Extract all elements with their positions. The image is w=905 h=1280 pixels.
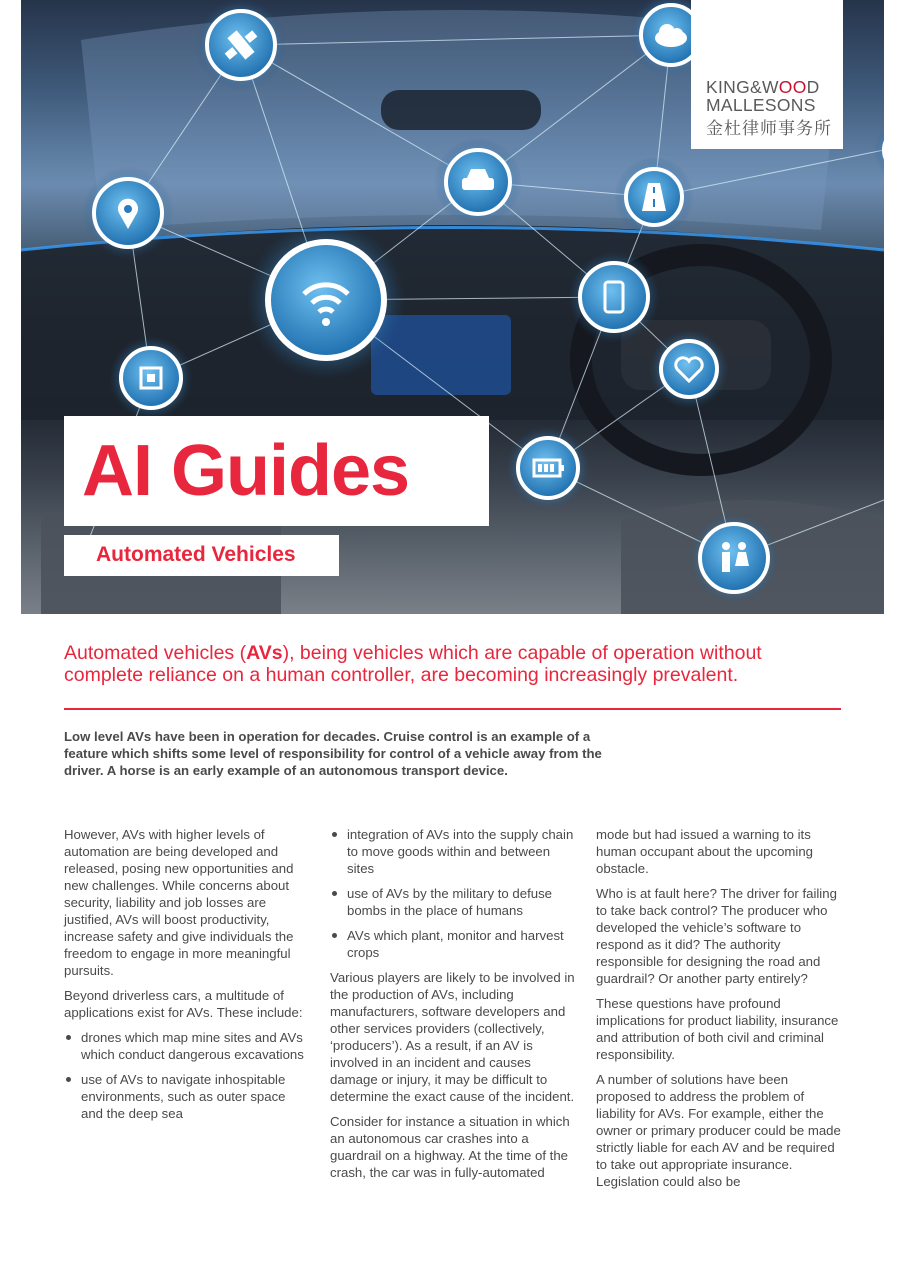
column-3 bbox=[596, 826, 846, 1198]
list-item: use of AVs to navigate inhospitable environments, such as outer space and the deep sea bbox=[64, 1071, 304, 1122]
satellite-icon bbox=[195, 0, 287, 91]
body-paragraph: Who is at fault here? The driver for failing to take back control? The producer who developed the vehicle’s software to respond as it did? The authority responsible for designing the road and guardrail? Or another party entirely? bbox=[596, 886, 837, 986]
logo-line-1: KING&WOOD bbox=[706, 77, 820, 97]
divider bbox=[64, 708, 841, 710]
body-paragraph: Consider for instance a situation in which an autonomous car crashes into a guardrail on a highway. At the time of the crash, the car was in fully-automated bbox=[330, 1114, 570, 1180]
list-item: integration of AVs into the supply chain to move goods within and between sites bbox=[330, 826, 578, 877]
location-pin-icon bbox=[82, 167, 174, 259]
list-item: AVs which plant, monitor and harvest crops bbox=[330, 927, 578, 961]
wifi-icon bbox=[246, 220, 406, 380]
page-title: AI Guides bbox=[82, 431, 410, 511]
road-icon bbox=[614, 157, 694, 237]
heart-monitor-icon bbox=[649, 329, 729, 409]
battery-icon bbox=[506, 426, 590, 510]
column-2 bbox=[330, 826, 578, 1189]
body-paragraph: However, AVs with higher levels of automation are being developed and released, posing new opportunities and new challenges. While concerns about security, liability and job losses are justified, AVs will boost productivity, increase safety and give individuals the freedom to engage in more meaningful pursuits. bbox=[64, 827, 294, 978]
body-paragraph: mode but had issued a warning to its human occupant about the upcoming obstacle. bbox=[596, 827, 814, 876]
body-paragraph: These questions have profound implications for product liability, insurance and attribution of both civil and criminal responsibility. bbox=[596, 996, 839, 1062]
body-paragraph: Various players are likely to be involved in the production of AVs, including manufacturers, software developers and other services providers (collectively, ‘producers’). As a result, if an AV is involved in an incident and causes damage or injury, it may be difficult to determine the exact cause of the incident. bbox=[330, 970, 575, 1104]
rear-mirror bbox=[381, 90, 541, 130]
logo-chinese: 金杜律师事务所 bbox=[706, 119, 832, 139]
bullet-list bbox=[330, 826, 578, 961]
partial-icon-right bbox=[874, 118, 884, 182]
column-1 bbox=[64, 826, 304, 1130]
title-box bbox=[64, 416, 489, 526]
list-item: use of AVs by the military to defuse bombs in the place of humans bbox=[330, 885, 578, 919]
body-paragraph: A number of solutions have been proposed to address the problem of liability for AVs. For example, either the owner or primary producer could be made strictly liable for each AV and be required to take out appropriate insurance. Legislation could also be bbox=[596, 1072, 841, 1189]
car-icon bbox=[434, 138, 522, 226]
logo-line-2: MALLESONS bbox=[706, 95, 816, 115]
company-logo bbox=[691, 0, 843, 149]
page-subtitle: Automated Vehicles bbox=[96, 543, 296, 566]
body-paragraph: Beyond driverless cars, a multitude of applications exist for AVs. These include: bbox=[64, 988, 303, 1020]
chip-icon bbox=[109, 336, 193, 420]
smartphone-icon bbox=[568, 251, 660, 343]
people-icon bbox=[688, 512, 780, 604]
subtitle-box bbox=[64, 535, 339, 576]
bullet-list bbox=[64, 1029, 304, 1122]
intro-paragraph: Automated vehicles (AVs), being vehicles which are capable of operation without complete reliance on a human controller, are becoming increasingly prevalent. bbox=[64, 642, 762, 686]
list-item: drones which map mine sites and AVs which conduct dangerous excavations bbox=[64, 1029, 304, 1063]
lead-paragraph: Low level AVs have been in operation for decades. Cruise control is an example of a feature which shifts some level of responsibility for control of a vehicle away from the driver. A horse is an early example of an autonomous transport device. bbox=[64, 729, 602, 778]
